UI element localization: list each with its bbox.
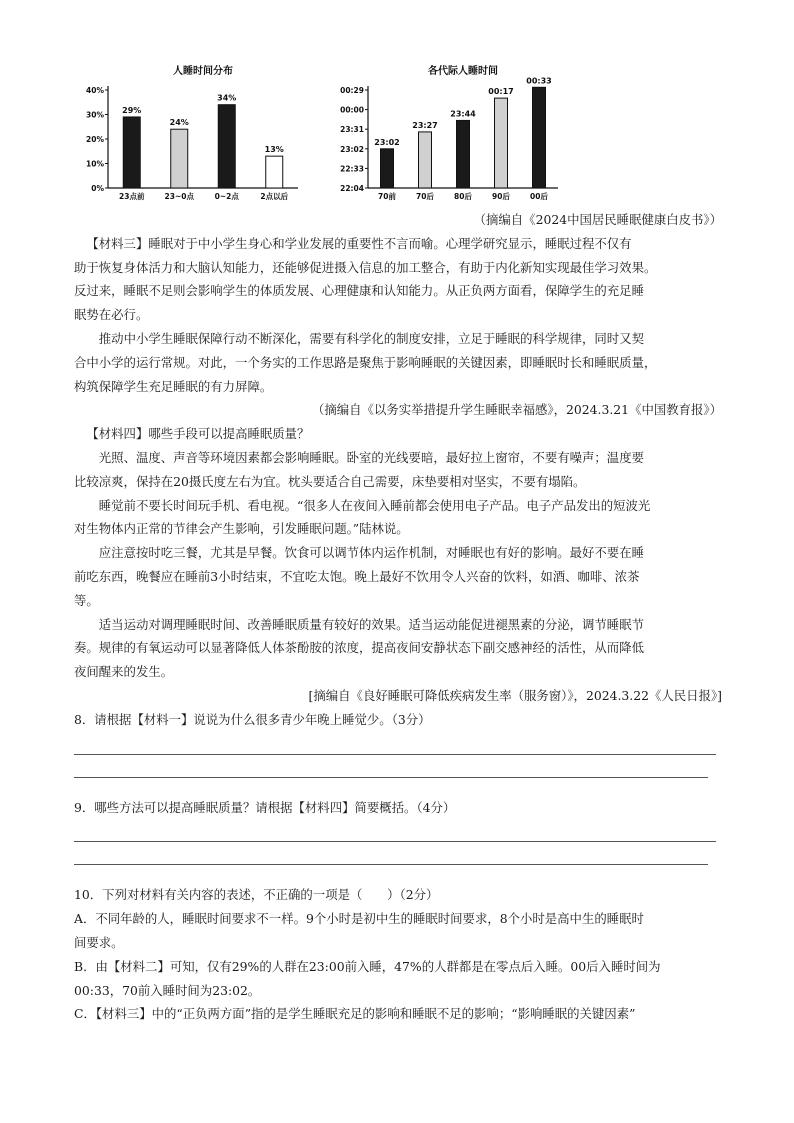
chart-title: 各代际人睡时间 (428, 66, 498, 77)
material-three-line: 助于恢复身体活力和大脑认知能力，还能够促进摄入信息的加工整合，有助于内化新知实现最佳学习效果。 (74, 259, 657, 275)
x-tick-label: 2点以后 (260, 192, 289, 201)
x-tick-label: 00后 (530, 192, 548, 201)
bar (381, 149, 394, 188)
y-tick-label: 23:31 (340, 125, 364, 135)
bar-value-label: 00:17 (488, 87, 514, 97)
material-three-line: 反过来，睡眠不足则会影响学生的体质发展、心理健康和认知能力。从正负两方面看，保障学生的充足睡 (74, 283, 644, 299)
source-note-4: [摘编自《良好睡眠可降低疾病发生率（服务窗）》，2024.3.22《人民日报》] (308, 687, 722, 703)
question-10: 10．下列对材料有关内容的表述，不正确的一项是（ ）（2分） (74, 887, 439, 903)
y-tick-label: 20% (86, 135, 104, 144)
generation-sleep-chart (328, 62, 560, 214)
bar (218, 105, 235, 188)
option-b-cont: 00:33，70前入睡时间为23:02。 (74, 982, 261, 998)
chart-title: 人睡时间分布 (173, 66, 233, 77)
material-four-line: 比较凉爽，保持在20摄氏度左右为宜。枕头要适合自己需要，床垫要相对坚实，不要有塌陷。 (74, 473, 586, 489)
material-three-line: 推动中小学生睡眠保障行动不断深化，需要有科学化的制度安排，立足于睡眠的科学规律，同时又契 (98, 330, 644, 346)
material-four-line: 应注意按时吃三餐，尤其是早餐。饮食可以调节体内运作机制，对睡眠也有好的影响。最好不要在睡 (98, 545, 644, 561)
source-note-1: （摘编自《2024中国居民睡眠健康白皮书》） (473, 212, 722, 227)
answer-line-8a[interactable] (74, 732, 716, 755)
material-four-line: 等。 (74, 592, 99, 608)
x-tick-label: 90后 (492, 192, 510, 201)
answer-line-8b[interactable] (74, 755, 708, 778)
answer-line-9b[interactable] (74, 842, 708, 865)
x-tick-label: 70前 (378, 192, 396, 201)
material-four-heading: 【材料四】哪些手段可以提高睡眠质量？ (86, 426, 310, 442)
question-9: 9．哪些方法可以提高睡眠质量？请根据【材料四】简要概括。（4分） (74, 799, 456, 815)
y-tick-label: 40% (86, 86, 104, 95)
bar-value-label: 00:33 (526, 76, 552, 86)
material-three-line: 合中小学的运行常规。对此，一个务实的工作思路是聚焦于影响睡眠的关键因素，即睡眠时长和睡眠质量， (74, 354, 657, 370)
option-a-cont: 间要求。 (74, 934, 124, 950)
generation-sleep-svg (328, 62, 560, 210)
bar-value-label: 23:27 (412, 120, 438, 130)
bar-value-label: 23:44 (450, 109, 476, 119)
y-tick-label: 30% (86, 110, 104, 120)
x-tick-label: 70后 (416, 192, 434, 201)
bar-value-label: 23:02 (374, 137, 400, 147)
y-tick-label: 10% (86, 159, 104, 169)
material-four-line: 前吃东西，晚餐应在睡前3小时结束，不宜吃太饱。晚上最好不饮用令人兴奋的饮料，如酒、咖啡、浓茶 (74, 568, 640, 584)
bar-value-label: 29% (122, 105, 142, 115)
y-tick-label: 0% (91, 184, 104, 193)
bar-value-label: 34% (217, 93, 237, 103)
document-body (74, 208, 722, 1026)
bar-value-label: 13% (264, 145, 284, 155)
material-four-line: 奏。规律的有氧运动可以显著降低人体茶酚胺的浓度，提高夜间安静状态下副交感神经的活性，从而降低 (74, 640, 644, 656)
source-note-3: （摘编自《以务实举措提升学生睡眠幸福感》，2024.3.21《中国教育报》） (312, 402, 722, 418)
material-three-line: 构筑保障学生充足睡眠的有力屏障。 (74, 378, 273, 394)
option-c[interactable]: C．【材料三】中的“正负两方面”指的是学生睡眠充足的影响和睡眠不足的影响；“影响睡眠的关键因素” (74, 1006, 636, 1022)
sleep-distribution-svg (70, 62, 300, 210)
option-b[interactable]: B．由【材料二】可知，仅有29%的人群在23:00前入睡，47%的人群都是在零点后入睡。00后入睡时间为 (74, 958, 661, 974)
answer-line-9a[interactable] (74, 819, 716, 842)
material-four-line: 光照、温度、声音等环境因素都会影响睡眠。卧室的光线要暗，最好拉上窗帘，不要有噪声；温度要 (98, 449, 644, 465)
charts-area (70, 62, 560, 212)
material-three-line: 眠势在必行。 (74, 307, 149, 323)
bar (171, 129, 188, 188)
y-tick-label: 22:04 (340, 184, 364, 193)
material-four-line: 对生物体内正常的节律会产生影响，引发睡眠问题。”陆林说。 (74, 521, 409, 537)
y-tick-label: 22:33 (340, 164, 364, 174)
material-four-line: 适当运动对调理睡眠时间、改善睡眠质量有较好的效果。适当运动能促进褪黑素的分泌，调节睡眠节 (98, 616, 644, 632)
material-three-line: 【材料三】睡眠对于中小学生身心和学业发展的重要性不言而喻。心理学研究显示，睡眠过程不仅有 (86, 235, 632, 251)
bar (495, 98, 508, 188)
y-tick-label: 00:29 (340, 86, 364, 95)
y-tick-label: 00:00 (340, 105, 364, 115)
material-four-line: 睡觉前不要长时间玩手机、看电视。“很多人在夜间入睡前都会使用电子产品。电子产品发出的短波光 (98, 497, 651, 513)
bar (123, 117, 140, 188)
x-tick-label: 23~0点 (164, 192, 194, 201)
material-four-line: 夜间醒来的发生。 (74, 664, 174, 680)
option-a[interactable]: A．不同年龄的人，睡眠时间要求不一样。9个小时是初中生的睡眠时间要求，8个小时是高中生的睡眠时 (74, 911, 644, 927)
x-tick-label: 0~2点 (214, 192, 239, 201)
x-tick-label: 80后 (454, 192, 472, 201)
x-tick-label: 23点前 (119, 192, 145, 201)
question-8: 8．请根据【材料一】说说为什么很多青少年晚上睡觉少。（3分） (74, 711, 431, 727)
bar (457, 120, 470, 188)
bar (266, 156, 283, 188)
sleep-distribution-chart (70, 62, 300, 214)
y-tick-label: 23:02 (340, 144, 364, 154)
bar (533, 87, 546, 188)
bar-value-label: 24% (169, 118, 189, 128)
bar (419, 132, 432, 188)
